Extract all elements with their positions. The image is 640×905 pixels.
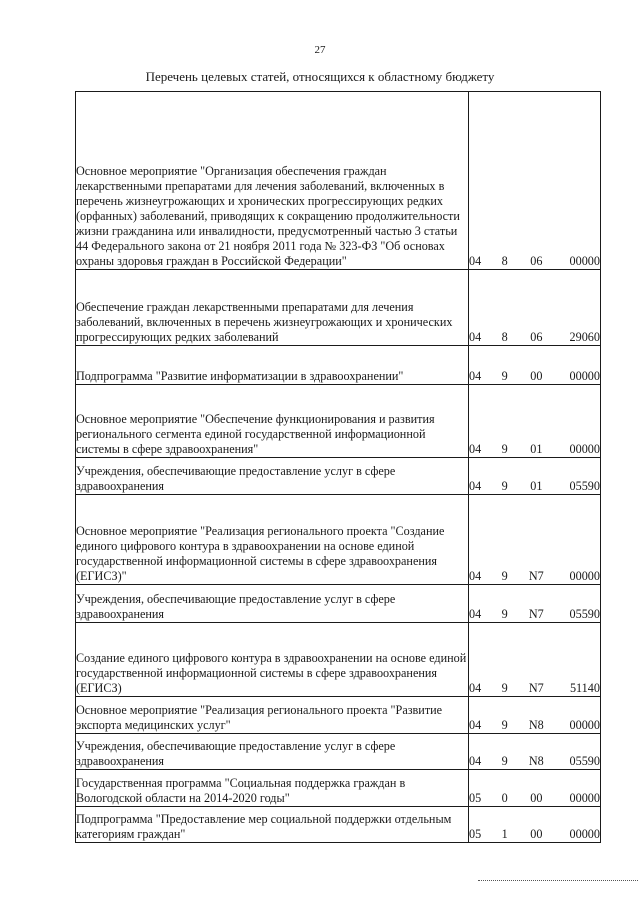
subprogram-code: 9 <box>501 754 508 768</box>
program-code: 05 <box>469 791 482 805</box>
row-name: Основное мероприятие "Организация обеспечения граждан лекарственными препаратами для лечения заболеваний, включенных в перечень жизнеугрожающих и хронических прогрессирующих редких (орфанных) заболеваний, приводящих к сокращению продолжительности жизни гражданина или инвалидности, предусмотренный частью 3 статьи 44 Федерального закона от 21 ноября 2011 года № 323-ФЗ "Об основах охраны здоровья граждан в Российской Федерации" <box>76 92 469 270</box>
page-number: 27 <box>314 44 326 56</box>
program-code: 04 <box>469 254 482 268</box>
footer-divider <box>478 880 638 881</box>
row-name: Основное мероприятие "Обеспечение функционирования и развития регионального сегмента единой государственной информационной системы в сфере здравоохранения" <box>76 385 469 458</box>
row-code <box>469 270 601 346</box>
main-activity-code: 00 <box>530 791 543 805</box>
row-name: Основное мероприятие "Реализация регионального проекта "Развитие экспорта медицинских услуг" <box>76 697 469 734</box>
row-name: Основное мероприятие "Реализация регионального проекта "Создание единого цифрового контура в здравоохранении на основе единой государственной информационной системы в сфере здравоохранения (ЕГИСЗ)" <box>76 495 469 585</box>
subprogram-code: 9 <box>501 569 508 583</box>
program-code: 04 <box>469 754 482 768</box>
main-activity-code: 01 <box>530 442 543 456</box>
program-code: 04 <box>469 369 482 383</box>
direction-code: 05590 <box>569 479 600 493</box>
main-activity-code: N8 <box>528 718 544 732</box>
subprogram-code: 9 <box>501 479 508 493</box>
row-name: Учреждения, обеспечивающие предоставление услуг в сфере здравоохранения <box>76 585 469 623</box>
subprogram-code: 9 <box>501 369 508 383</box>
subprogram-code: 9 <box>501 607 508 621</box>
program-code: 04 <box>469 718 482 732</box>
direction-code: 05590 <box>569 754 600 768</box>
row-code <box>469 92 601 270</box>
row-name: Обеспечение граждан лекарственными препаратами для лечения заболеваний, включенных в перечень жизнеугрожающих и хронических прогрессирующих редких заболеваний <box>76 270 469 346</box>
table-row <box>76 270 601 346</box>
direction-code: 00000 <box>569 254 600 268</box>
main-activity-code: N7 <box>528 681 544 695</box>
direction-code: 05590 <box>569 607 600 621</box>
direction-code: 00000 <box>569 791 600 805</box>
subprogram-code: 1 <box>501 827 508 841</box>
main-activity-code: N7 <box>528 607 544 621</box>
program-code: 04 <box>469 607 482 621</box>
row-name: Подпрограмма "Развитие информатизации в здравоохранении" <box>76 346 469 385</box>
subprogram-code: 0 <box>501 791 508 805</box>
row-code <box>469 623 601 697</box>
row-name: Создание единого цифрового контура в здравоохранении на основе единой государственной информационной системы в сфере здравоохранения (ЕГИСЗ) <box>76 623 469 697</box>
subprogram-code: 9 <box>501 718 508 732</box>
document-title: Перечень целевых статей, относящихся к областному бюджету <box>145 69 495 84</box>
row-code <box>469 697 601 734</box>
main-activity-code: 06 <box>530 330 543 344</box>
target-articles-table <box>75 91 601 843</box>
table-row <box>76 585 601 623</box>
table-row <box>76 697 601 734</box>
main-activity-code: 00 <box>530 827 543 841</box>
main-activity-code: N7 <box>528 569 544 583</box>
row-name: Государственная программа "Социальная поддержка граждан в Вологодской области на 2014-2020 годы" <box>76 770 469 807</box>
direction-code: 00000 <box>569 442 600 456</box>
program-code: 04 <box>469 330 482 344</box>
table-row <box>76 734 601 770</box>
subprogram-code: 9 <box>501 681 508 695</box>
program-code: 04 <box>469 681 482 695</box>
table-row <box>76 807 601 843</box>
table-row <box>76 458 601 495</box>
main-activity-code: 01 <box>530 479 543 493</box>
row-code <box>469 734 601 770</box>
direction-code: 00000 <box>569 718 600 732</box>
main-activity-code: 00 <box>530 369 543 383</box>
row-code <box>469 458 601 495</box>
subprogram-code: 9 <box>501 442 508 456</box>
row-name: Учреждения, обеспечивающие предоставление услуг в сфере здравоохранения <box>76 734 469 770</box>
direction-code: 00000 <box>569 369 600 383</box>
direction-code: 00000 <box>569 827 600 841</box>
main-activity-code: N8 <box>528 754 544 768</box>
program-code: 04 <box>469 442 482 456</box>
row-code <box>469 807 601 843</box>
program-code: 05 <box>469 827 482 841</box>
row-code <box>469 770 601 807</box>
subprogram-code: 8 <box>501 330 508 344</box>
direction-code: 51140 <box>569 681 600 695</box>
subprogram-code: 8 <box>501 254 508 268</box>
table-row <box>76 495 601 585</box>
row-name: Учреждения, обеспечивающие предоставление услуг в сфере здравоохранения <box>76 458 469 495</box>
table-row <box>76 623 601 697</box>
program-code: 04 <box>469 479 482 493</box>
main-activity-code: 06 <box>530 254 543 268</box>
table-row <box>76 770 601 807</box>
row-name: Подпрограмма "Предоставление мер социальной поддержки отдельным категориям граждан" <box>76 807 469 843</box>
row-code <box>469 385 601 458</box>
direction-code: 00000 <box>569 569 600 583</box>
row-code <box>469 495 601 585</box>
table-row <box>76 385 601 458</box>
row-code <box>469 585 601 623</box>
row-code <box>469 346 601 385</box>
table-row <box>76 92 601 270</box>
program-code: 04 <box>469 569 482 583</box>
direction-code: 29060 <box>569 330 600 344</box>
table-row <box>76 346 601 385</box>
